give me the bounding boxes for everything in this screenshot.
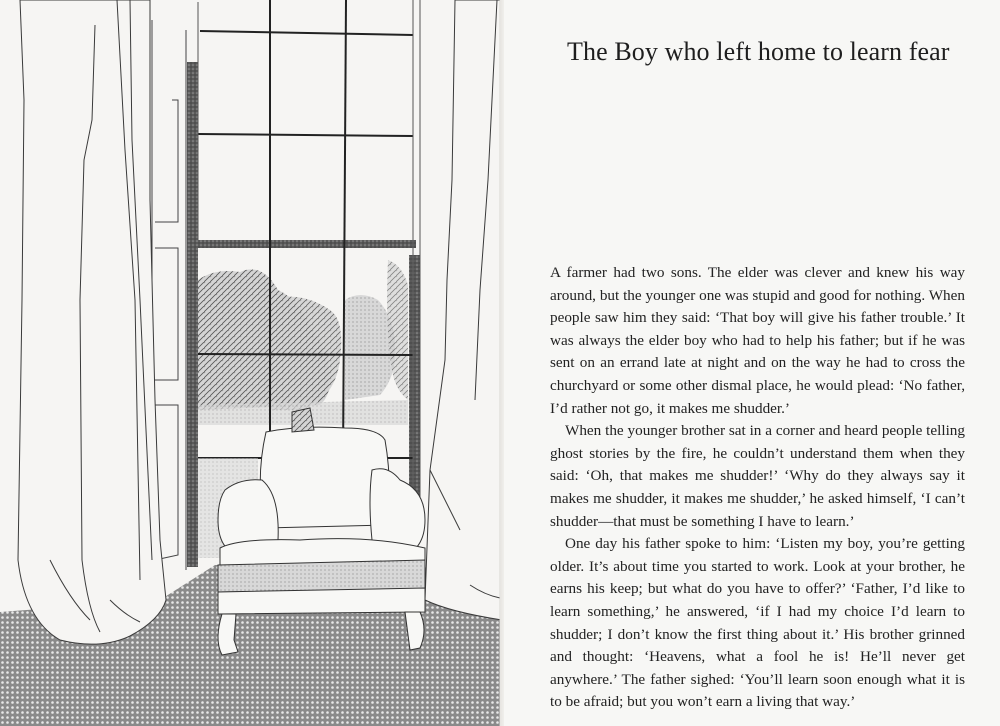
curtain-right	[425, 0, 502, 620]
trees	[198, 260, 408, 425]
window-jamb-left	[187, 62, 198, 567]
curtain-left	[18, 0, 166, 644]
story-body	[550, 262, 965, 714]
story-title: The Boy who left home to learn fear	[567, 37, 950, 66]
window-transom	[196, 240, 416, 248]
paragraph-2: When the younger brother sat in a corner and heard people telling ghost stories by the fire, he couldn’t understand them when they said: ‘Oh, that makes me shudder!’ ‘Why do they always say it makes me shudder, it makes me shudder,’ he asked himself, ‘I can’t shudder—that must be something I have to learn.’	[550, 422, 965, 530]
paragraph-3: One day his father spoke to him: ‘Listen my boy, you’re getting older. It’s about time you started to work. Look at your brother, he earns his keep; but what do you have to offer?’ ‘Father, I’d like to learn something,’ he answered, ‘if I had my choice I’d learn to shudder; I don’t know the first thing about it.’ His brother grinned and thought: ‘Heavens, what a fool he is! He’ll never get anywhere.’ The father sighed: ‘You’ll learn soon enough what it is to be afraid; but you won’t earn a living that way.’	[550, 535, 965, 711]
paragraph-1: A farmer had two sons. The elder was clever and knew his way around, but the younger one was stupid and good for nothing. When people saw him they said: ‘That boy will give his father trouble.’ It was always the elder boy who had to help his father; but if he was sent on an errand late at night and on the way he had to cross the churchyard or some other dismal place, he would plead: ‘No father, I’d rather not go, it makes me shudder.’	[550, 264, 965, 417]
window-jamb-right	[409, 255, 420, 515]
